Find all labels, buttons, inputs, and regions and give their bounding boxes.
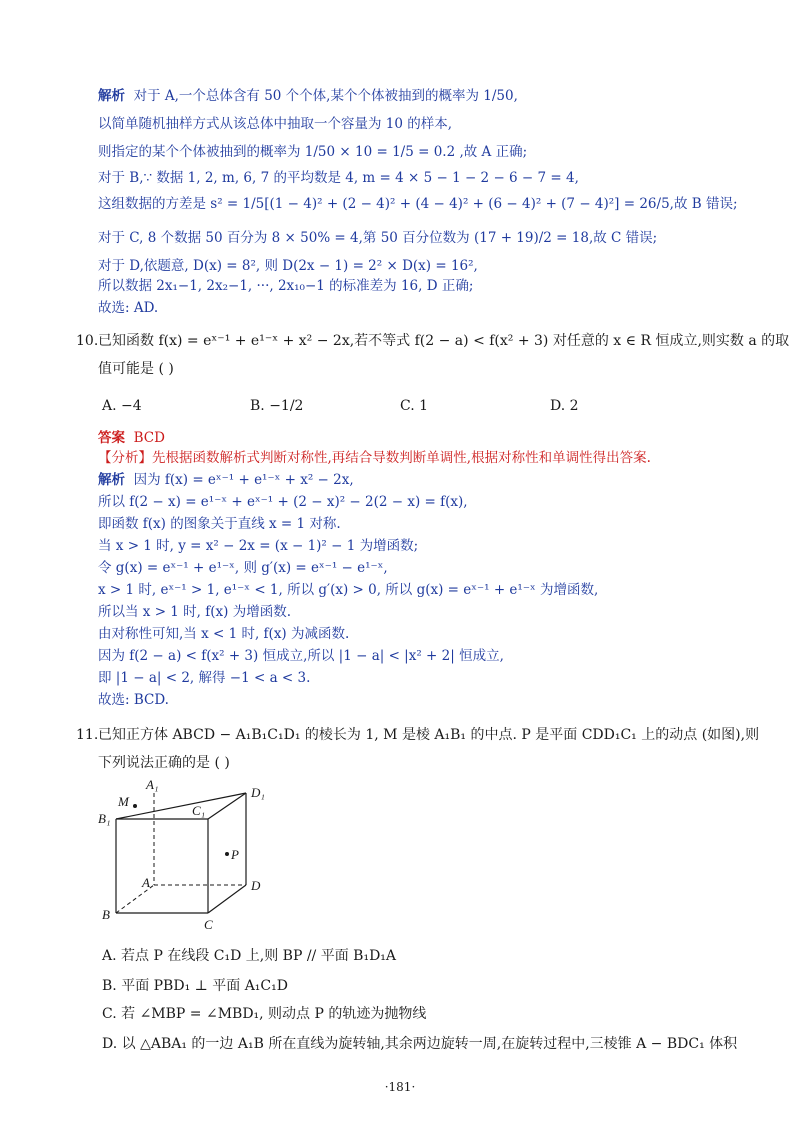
q10-stem-line-1: 已知函数 f(x) = eˣ⁻¹ + e¹⁻ˣ + x² − 2x,若不等式 f(2 − a) < f(x² + 3) 对任意的 x ∈ R 恒成立,则实数 a 的取 <box>98 333 790 349</box>
label-d: D <box>251 878 261 893</box>
q10-option-a: A. −4 <box>102 398 142 414</box>
q10-sol-line-9: 因为 f(2 − a) < f(x² + 3) 恒成立,所以 |1 − a| < |x² + 2| 恒成立, <box>98 648 504 664</box>
sol9-line-3: 则指定的某个个体被抽到的概率为 1/50 × 10 = 1/5 = 0.2 ,故 A 正确; <box>98 144 528 160</box>
q11-stem-line-1: 已知正方体 ABCD − A₁B₁C₁D₁ 的棱长为 1, M 是棱 A₁B₁ 的中点. P 是平面 CDD₁C₁ 上的动点 (如图),则 <box>98 727 760 743</box>
q11-stem-line-2: 下列说法正确的是 ( ) <box>98 755 230 771</box>
q11-option-a: A. 若点 P 在线段 C₁D 上,则 BP // 平面 B₁D₁A <box>102 948 397 964</box>
sol9-line-8: 所以数据 2x₁−1, 2x₂−1, ···, 2x₁₀−1 的标准差为 16, D 正确; <box>98 278 474 294</box>
q11-option-d: D. 以 △ABA₁ 的一边 A₁B 所在直线为旋转轴,其余两边旋转一周,在旋转过程中,三棱锥 A − BDC₁ 体积 <box>102 1036 738 1052</box>
sol9-line-7: 对于 D,依题意, D(x) = 8², 则 D(2x − 1) = 2² × D(x) = 16², <box>98 258 478 274</box>
label-d1: D₁ <box>251 785 265 800</box>
q10-stem-line-2: 值可能是 ( ) <box>98 361 174 377</box>
sol9-line-1 <box>98 86 518 106</box>
q10-sol-line-8: 由对称性可知,当 x < 1 时, f(x) 为减函数. <box>98 626 350 642</box>
label-c1: C₁ <box>192 803 206 818</box>
q10-option-b: B. −1/2 <box>250 398 304 414</box>
q11-number: 11. <box>76 727 99 743</box>
sol9-line-2: 以简单随机抽样方式从该总体中抽取一个容量为 10 的样本, <box>98 116 453 132</box>
q10-analysis: 【分析】先根据函数解析式判断对称性,再结合导数判断单调性,根据对称性和单调性得出答案. <box>98 450 651 466</box>
point-p <box>225 852 229 856</box>
label-m: M <box>118 794 129 809</box>
label-b1: B₁ <box>98 811 111 826</box>
sol9-line-6: 对于 C, 8 个数据 50 百分为 8 × 50% = 4,第 50 百分位数为 (17 + 19)/2 = 18,故 C 错误; <box>98 230 658 246</box>
q10-sol-line-11: 故选: BCD. <box>98 692 169 708</box>
sol9-line-9: 故选: AD. <box>98 300 159 316</box>
q11-option-b: B. 平面 PBD₁ ⊥ 平面 A₁C₁D <box>102 978 288 994</box>
q10-sol-line-2: 所以 f(2 − x) = e¹⁻ˣ + eˣ⁻¹ + (2 − x)² − 2(2 − x) = f(x), <box>98 494 468 510</box>
point-m <box>133 804 137 808</box>
q11-option-c: C. 若 ∠MBP = ∠MBD₁, 则动点 P 的轨迹为抛物线 <box>102 1006 427 1022</box>
q10-sol-line-1 <box>98 470 354 490</box>
sol9-text-1: 对于 A,一个总体含有 50 个个体,某个个体被抽到的概率为 1/50, <box>133 88 518 104</box>
q10-sol-line-6: x > 1 时, eˣ⁻¹ > 1, e¹⁻ˣ < 1, 所以 g′(x) > 0, 所以 g(x) = eˣ⁻¹ + e¹⁻ˣ 为增函数, <box>98 582 599 598</box>
label-b: B <box>102 907 110 922</box>
q10-sol-line-7: 所以当 x > 1 时, f(x) 为增函数. <box>98 604 291 620</box>
cube-figure <box>90 775 290 935</box>
label-a1: A₁ <box>146 777 159 792</box>
q10-sol-label: 解析 <box>98 472 125 488</box>
q10-sol-line-5: 令 g(x) = eˣ⁻¹ + e¹⁻ˣ, 则 g′(x) = eˣ⁻¹ − e¹⁻ˣ, <box>98 560 388 576</box>
sol9-label: 解析 <box>98 88 125 104</box>
q10-option-d: D. 2 <box>550 398 579 414</box>
q10-sol-line-3: 即函数 f(x) 的图象关于直线 x = 1 对称. <box>98 516 341 532</box>
q10-answer-label: 答案 <box>98 430 125 446</box>
q10-sol-line-10: 即 |1 − a| < 2, 解得 −1 < a < 3. <box>98 670 311 686</box>
sol9-line-5: 这组数据的方差是 s² = 1/5[(1 − 4)² + (2 − 4)² + (4 − 4)² + (6 − 4)² + (7 − 4)²] = 26/5,故 B 错误; <box>98 196 738 212</box>
q10-answer <box>98 428 165 448</box>
page-number: ·181· <box>384 1080 416 1094</box>
sol9-line-4: 对于 B,∵ 数据 1, 2, m, 6, 7 的平均数是 4, m = 4 × 5 − 1 − 2 − 6 − 7 = 4, <box>98 170 579 186</box>
edge-c-d <box>208 885 246 913</box>
q10-number: 10. <box>76 333 99 349</box>
label-p: P <box>231 847 239 862</box>
label-c: C <box>204 917 213 932</box>
q10-sol-line-4: 当 x > 1 时, y = x² − 2x = (x − 1)² − 1 为增函数; <box>98 538 419 554</box>
q10-option-c: C. 1 <box>400 398 429 414</box>
label-a: A <box>142 875 150 890</box>
q10-answer-value: BCD <box>133 430 165 446</box>
q10-sol-text-1: 因为 f(x) = eˣ⁻¹ + e¹⁻ˣ + x² − 2x, <box>133 472 354 488</box>
